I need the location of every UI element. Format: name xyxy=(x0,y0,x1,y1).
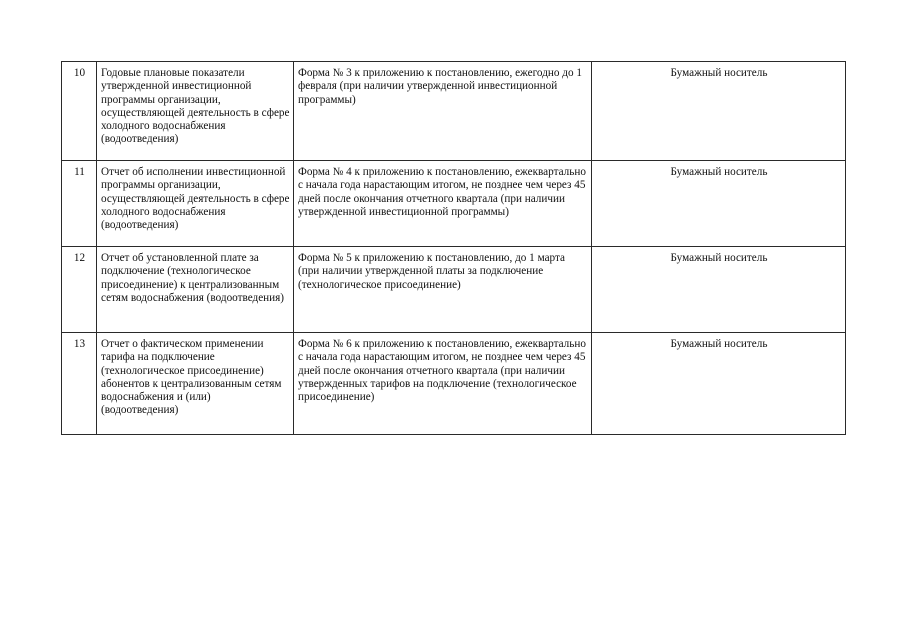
row-number: 12 xyxy=(62,247,97,333)
report-media: Бумажный носитель xyxy=(592,247,846,333)
report-media: Бумажный носитель xyxy=(592,62,846,161)
report-name: Отчет об установленной плате за подключение (технологическое присоединение) к централизованным сетям водоснабжения (водоотведения) xyxy=(97,247,294,333)
report-media: Бумажный носитель xyxy=(592,333,846,435)
row-number: 10 xyxy=(62,62,97,161)
row-number: 13 xyxy=(62,333,97,435)
report-name: Годовые плановые показатели утвержденной инвестиционной программы организации, осуществляющей деятельность в сфере холодного водоснабжения (водоотведения) xyxy=(97,62,294,161)
table-row xyxy=(62,247,846,333)
report-form-deadline: Форма № 4 к приложению к постановлению, ежеквартально с начала года нарастающим итогом, не позднее чем через 45 дней после окончания отчетного квартала (при наличии утвержденной инвестиционной программы) xyxy=(294,161,592,247)
reporting-forms-table xyxy=(61,61,846,435)
report-form-deadline: Форма № 3 к приложению к постановлению, ежегодно до 1 февраля (при наличии утвержденной инвестиционной программы) xyxy=(294,62,592,161)
report-media: Бумажный носитель xyxy=(592,161,846,247)
report-form-deadline: Форма № 5 к приложению к постановлению, до 1 марта (при наличии утвержденной платы за подключение (технологическое присоединение) xyxy=(294,247,592,333)
table-row xyxy=(62,161,846,247)
report-name: Отчет о фактическом применении тарифа на подключение (технологическое присоединение) абонентов к централизованным сетям водоснабжения и (или) (водоотведения) xyxy=(97,333,294,435)
row-number: 11 xyxy=(62,161,97,247)
report-form-deadline: Форма № 6 к приложению к постановлению, ежеквартально с начала года нарастающим итогом, не позднее чем через 45 дней после окончания отчетного квартала (при наличии утвержденных тарифов на подключение (технологическое присоединение) xyxy=(294,333,592,435)
table-row xyxy=(62,333,846,435)
report-name: Отчет об исполнении инвестиционной программы организации, осуществляющей деятельность в сфере холодного водоснабжения (водоотведения) xyxy=(97,161,294,247)
table-row xyxy=(62,62,846,161)
